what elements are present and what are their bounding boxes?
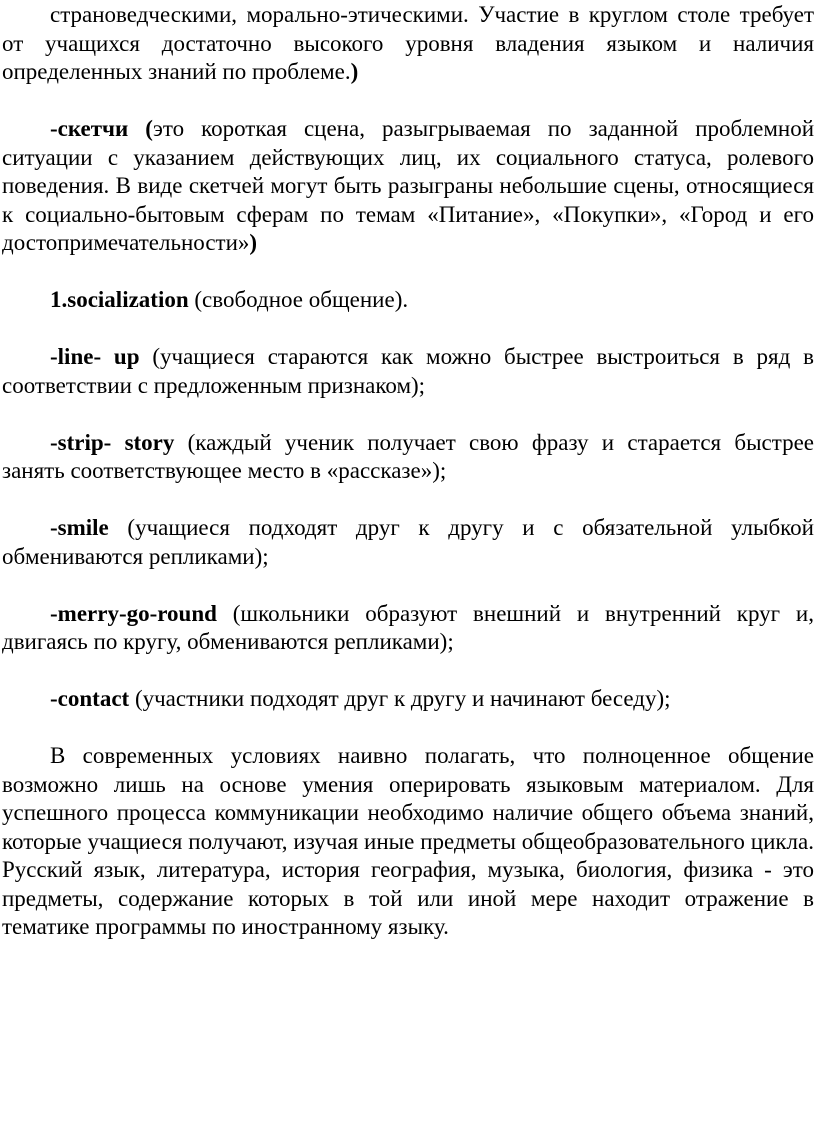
term-merry-go-round: -merry-go-round xyxy=(50,600,217,626)
paragraph-contact xyxy=(2,685,814,714)
term-smile: -smile xyxy=(50,515,109,540)
paragraph-text: (учащиеся подходят друг к другу и с обязательной улыбкой обмениваются репликами); xyxy=(2,515,814,569)
paragraph-sketches xyxy=(2,115,814,258)
term-line-up: -line- up xyxy=(50,344,140,369)
paragraph-text: (свободное общение). xyxy=(188,287,409,312)
paragraph-merry-go-round xyxy=(2,600,814,657)
paragraph-text: (каждый ученик получает свою фразу и старается быстрее занять соответствующее место в «рассказе»); xyxy=(2,429,814,483)
paragraph-text: страноведческими, морально-этическими. Участие в круглом столе требует от учащихся достаточно высокого уровня владения языком и наличия определенных знаний по проблеме. xyxy=(2,2,814,84)
paragraph-socialization xyxy=(2,286,814,315)
closing-paren: ) xyxy=(350,59,359,84)
paragraph-smile xyxy=(2,514,814,571)
term-socialization: 1.socialization xyxy=(50,287,189,312)
paragraph-text: (участники подходят друг к другу и начинают беседу); xyxy=(129,686,671,711)
paragraph-modern-conditions xyxy=(2,742,814,942)
paragraph-text: (учащиеся стараются как можно быстрее выстроиться в ряд в соответствии с предложенным признаком); xyxy=(2,344,814,398)
paragraph-strip-story xyxy=(2,429,814,486)
paragraph-text: В современных условиях наивно полагать, что полноценное общение возможно лишь на основе умения оперировать языковым материалом. Для успешного процесса коммуникации необходимо наличие общего объема знаний, которые учащиеся получают, изучая иные предметы общеобразовательного цикла. Русский язык, литература, история география, музыка, биология, физика - это предметы, содержание которых в той или иной мере находит отражение в тематике программы по иностранному языку. xyxy=(2,743,814,939)
paragraph-text: (школьники образуют внешний и внутренний круг и, двигаясь по кругу, обмениваются репликами); xyxy=(2,600,814,654)
term-contact: -contact xyxy=(50,686,130,711)
paragraph-line-up xyxy=(2,343,814,400)
document-page xyxy=(0,1,816,1146)
paragraph-round-table xyxy=(2,1,814,87)
closing-paren: ) xyxy=(249,230,258,255)
term-strip-story: -strip- story xyxy=(50,429,175,455)
term-sketches: -скетчи ( xyxy=(50,116,153,141)
paragraph-text: это короткая сцена, разыгрываемая по заданной проблемной ситуации с указанием действующих лиц, их социального статуса, ролевого поведения. В виде скетчей могут быть разыграны небольшие сцены, относящиеся к социально-бытовым сферам по темам «Питание», «Покупки», «Город и его достопримечательности» xyxy=(2,116,815,255)
